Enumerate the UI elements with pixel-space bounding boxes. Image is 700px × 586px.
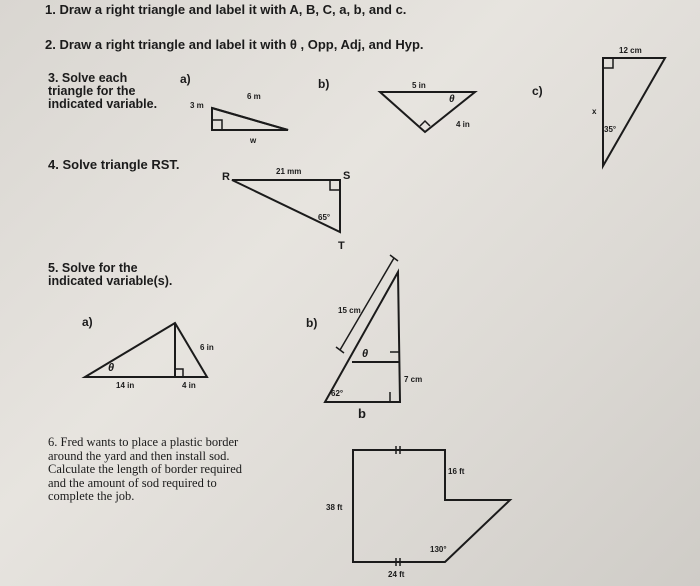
question-4: 4. Solve triangle RST. xyxy=(48,157,180,172)
q3c-angle: 35° xyxy=(604,125,617,134)
question-3-line-2: triangle for the xyxy=(48,84,136,98)
q5b-var: b xyxy=(358,406,366,421)
q5a-label: a) xyxy=(82,315,93,329)
question-3-line-3: indicated variable. xyxy=(48,97,158,111)
question-6-line-5: complete the job. xyxy=(48,489,135,503)
q5b-side: 15 cm xyxy=(338,306,361,315)
q5b-height: 7 cm xyxy=(404,375,423,384)
q5b-bottom-angle: 62° xyxy=(331,389,344,398)
question-6-line-4: and the amount of sod required to xyxy=(48,475,217,490)
q3b-side-top: 5 in xyxy=(412,81,426,90)
question-3-line-1: 3. Solve each xyxy=(48,71,128,85)
q5b-label: b) xyxy=(306,316,318,330)
q3b-angle: θ xyxy=(449,94,455,105)
q3b-label: b) xyxy=(318,77,330,91)
q3c-triangle xyxy=(603,58,665,166)
q5a-triangle xyxy=(85,323,207,377)
question-6-line-3: Calculate the length of border required xyxy=(48,462,243,476)
question-6-line-2: around the yard and then install sod. xyxy=(48,448,230,463)
q3c-var: x xyxy=(592,107,597,116)
question-5-line-2: indicated variable(s). xyxy=(48,274,173,288)
q4-triangle xyxy=(232,180,340,232)
q6-right-side: 16 ft xyxy=(448,467,465,476)
q4-vertex-t: T xyxy=(338,240,345,252)
q3c-side-top: 12 cm xyxy=(619,46,642,55)
q5b-figure xyxy=(325,272,400,402)
q4-vertex-s: S xyxy=(343,170,351,182)
q4-side: 21 mm xyxy=(276,167,302,176)
q5a-height: 6 in xyxy=(200,343,214,352)
q6-angle: 130° xyxy=(430,545,447,554)
question-5-line-1: 5. Solve for the xyxy=(48,261,138,275)
q3a-side-left: 3 m xyxy=(190,101,204,110)
q5a-angle: θ xyxy=(108,362,115,374)
q3a-label: a) xyxy=(180,72,191,86)
question-2: 2. Draw a right triangle and label it with θ , Opp, Adj, and Hyp. xyxy=(45,37,424,52)
q5a-base-right: 4 in xyxy=(182,381,196,390)
question-1: 1. Draw a right triangle and label it with A, B, C, a, b, and c. xyxy=(45,2,407,17)
q6-left-side: 38 ft xyxy=(326,503,343,512)
q4-vertex-r: R xyxy=(222,171,230,183)
q6-bottom: 24 ft xyxy=(388,570,405,579)
q3c-label: c) xyxy=(532,84,543,98)
q3a-side-top: 6 m xyxy=(247,92,261,101)
q5a-base-left: 14 in xyxy=(116,381,135,390)
q3a-var: w xyxy=(250,136,257,145)
q5b-angle: θ xyxy=(362,348,369,360)
q3b-side-right: 4 in xyxy=(456,120,470,129)
question-6-line-1: 6. Fred wants to place a plastic border xyxy=(48,435,239,449)
q4-angle: 65° xyxy=(318,213,331,222)
